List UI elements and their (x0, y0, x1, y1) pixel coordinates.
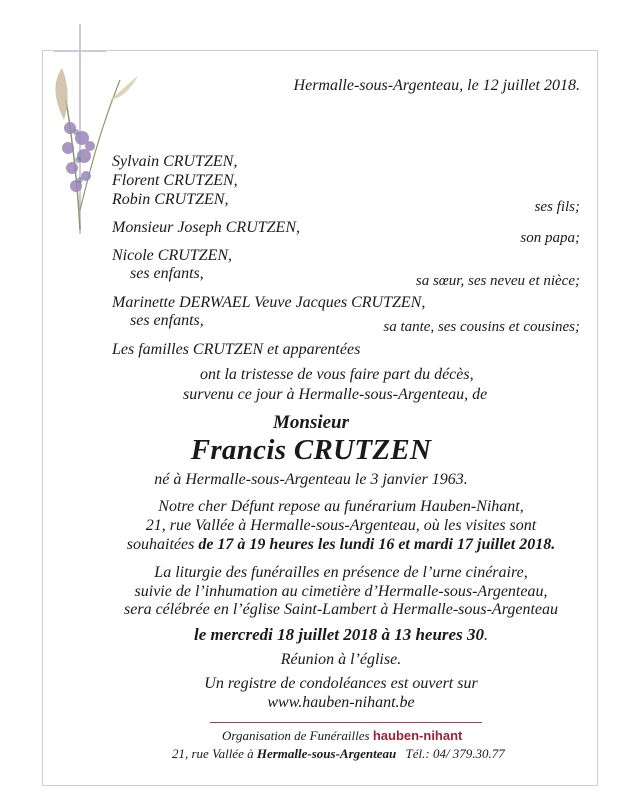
deceased-name: Francis CRUTZEN (190, 434, 432, 466)
family-father: Monsieur Joseph CRUTZEN, (112, 219, 300, 236)
visitation-hours-intro: souhaitées (126, 536, 195, 553)
liturgy-date (60, 625, 622, 645)
aunt-children: ses enfants, (130, 312, 204, 329)
visitation-line-2: 21, rue Vallée à Hermalle-sous-Argenteau, où les visites sont (145, 517, 537, 534)
cross-horizontal (54, 50, 106, 52)
visitation-line-3 (60, 535, 622, 554)
footer-divider (210, 722, 482, 723)
deceased-birth: né à Hermalle-sous-Argenteau le 3 janvier 1963. (154, 471, 468, 488)
family-aunt: Marinette DERWAEL Veuve Jacques CRUTZEN, (112, 294, 426, 311)
ceremony-period: . (483, 627, 488, 644)
website-link[interactable]: www.hauben-nihant.be (267, 694, 415, 711)
aunt-relation: sa tante, ses cousins et cousines; (383, 319, 580, 335)
registry-note: Un registre de condoléances est ouvert sur (204, 675, 478, 692)
announcement-line-1: ont la tristesse de vous faire part du décès, (200, 366, 474, 383)
deceased-title: Monsieur (272, 412, 350, 433)
announcement-line-2: survenu ce jour à Hermalle-sous-Argenteau, de (183, 386, 488, 403)
liturgy-line-3: sera célébrée en l’église Saint-Lambert à Hermalle-sous-Argenteau (124, 601, 558, 618)
liturgy-line-2: suivie de l’inhumation au cimetière d’Hermalle-sous-Argenteau, (134, 583, 548, 600)
sons-relation: ses fils; (534, 199, 580, 215)
place-date: Hermalle-sous-Argenteau, le 12 juillet 2018. (293, 77, 580, 94)
footer-phone: Tél.: 04/ 379.30.77 (405, 746, 505, 761)
visitation-hours: de 17 à 19 heures les lundi 16 et mardi 17 juillet 2018. (198, 536, 556, 553)
family-sister: Nicole CRUTZEN, (112, 247, 233, 264)
family-son-1: Sylvain CRUTZEN, (112, 153, 238, 170)
reunion-note: Réunion à l’église. (280, 651, 402, 668)
sister-children: ses enfants, (130, 265, 204, 282)
ceremony-datetime: le mercredi 18 juillet 2018 à 13 heures 30 (194, 625, 484, 644)
footer-address (172, 746, 505, 762)
liturgy-line-1: La liturgie des funérailles en présence de l’urne cinéraire, (154, 564, 528, 581)
family-relatives: Les familles CRUTZEN et apparentées (112, 341, 361, 358)
visitation-line-1: Notre cher Défunt repose au funérarium Hauben-Nihant, (158, 498, 524, 515)
footer-organisation (222, 728, 462, 744)
father-relation: son papa; (520, 230, 580, 246)
brand-logo: hauben-nihant (372, 728, 463, 743)
footer-street: 21, rue Vallée à (172, 746, 254, 761)
footer-town: Hermalle-sous-Argenteau (256, 746, 397, 761)
sister-relation: sa sœur, ses neveu et nièce; (415, 273, 580, 289)
footer-org-label: Organisation de Funérailles (222, 728, 370, 743)
family-son-2: Florent CRUTZEN, (112, 172, 238, 189)
family-son-3: Robin CRUTZEN, (112, 191, 229, 208)
